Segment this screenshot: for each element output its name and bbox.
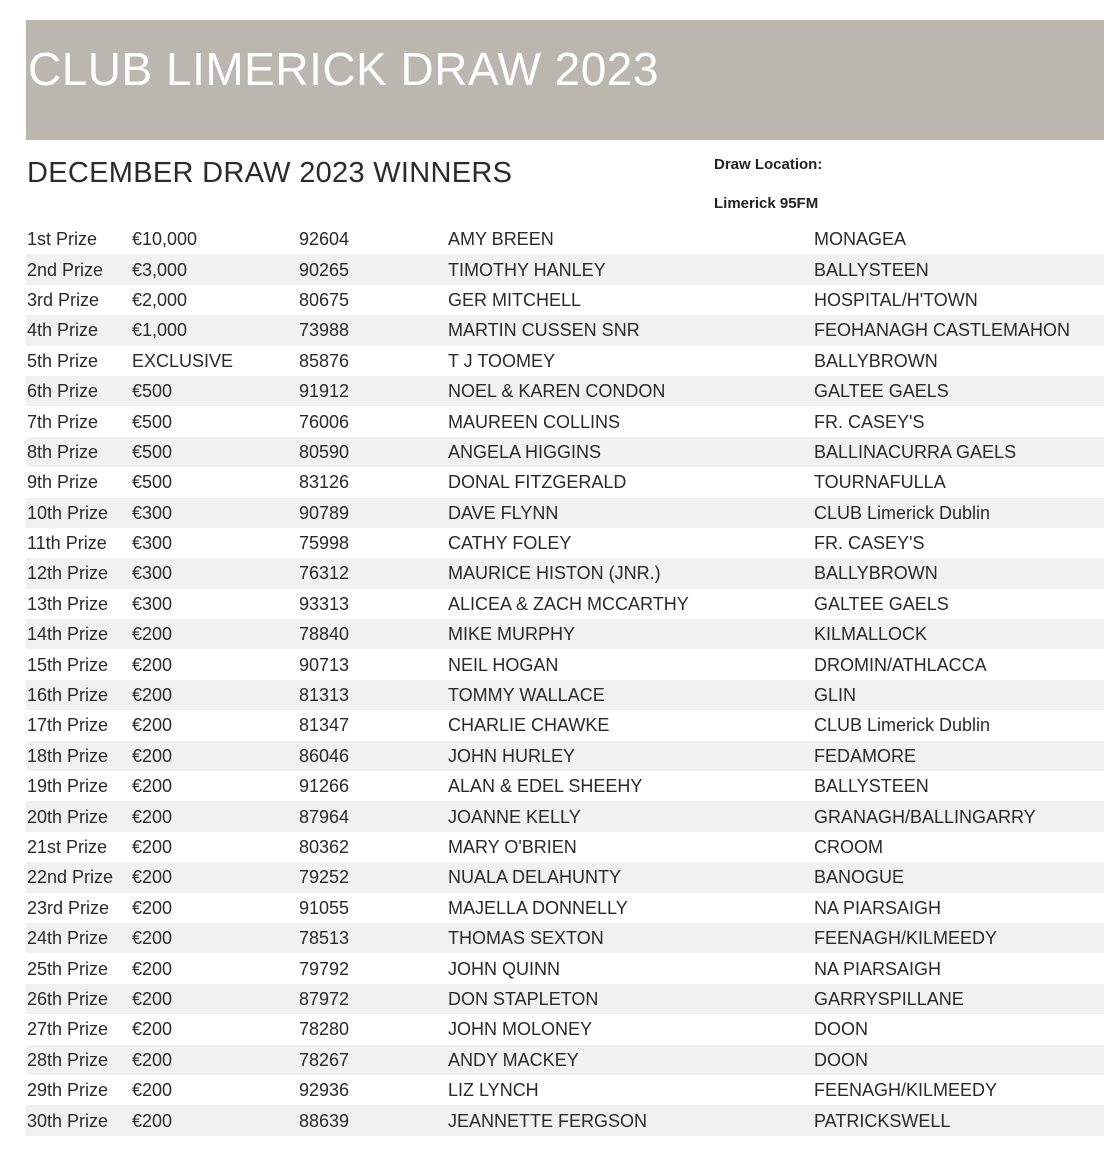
amount-cell: €200 <box>131 984 298 1014</box>
winner-name-cell: THOMAS SEXTON <box>447 923 813 953</box>
table-row <box>26 1075 1104 1105</box>
amount-cell: €200 <box>131 680 298 710</box>
prize-cell: 18th Prize <box>26 741 131 771</box>
draw-location-value: Limerick 95FM <box>714 195 819 212</box>
prize-cell: 21st Prize <box>27 837 108 857</box>
ticket-number-cell: 87964 <box>298 801 447 831</box>
amount-cell: €200 <box>131 1105 298 1135</box>
club-cell: BALLINACURRA GAELS <box>813 437 1104 467</box>
club-cell: FEENAGH/KILMEEDY <box>813 923 1104 953</box>
table-row <box>26 771 1104 801</box>
table-row <box>26 528 1104 558</box>
prize-cell: 23rd Prize <box>27 897 110 918</box>
prize-cell: 25th Prize <box>27 958 109 979</box>
winner-name-cell: NUALA DELAHUNTY <box>447 862 813 892</box>
winner-name-cell: T J TOOMEY <box>448 350 556 371</box>
prize-cell: 2nd Prize <box>26 254 131 284</box>
winner-name-cell: MAJELLA DONNELLY <box>448 897 628 918</box>
club-cell: CLUB Limerick Dublin <box>814 715 991 736</box>
prize-cell: 17th Prize <box>27 715 109 736</box>
amount-cell: €3,000 <box>131 254 298 284</box>
ticket-number-cell: 78840 <box>298 619 447 649</box>
prize-cell: 15th Prize <box>27 654 109 675</box>
ticket-number-cell: 78513 <box>298 923 447 953</box>
amount-cell: €10,000 <box>132 229 198 250</box>
winner-name-cell: CHARLIE CHAWKE <box>448 715 610 736</box>
prize-cell: 29th Prize <box>27 1080 109 1101</box>
ticket-number-cell: 91912 <box>298 376 447 406</box>
club-cell: DROMIN/ATHLACCA <box>814 654 987 675</box>
prize-cell: 13th Prize <box>27 593 109 614</box>
winner-name-cell: CATHY FOLEY <box>448 533 572 554</box>
prize-cell: 27th Prize <box>27 1019 109 1040</box>
amount-cell: EXCLUSIVE <box>132 350 234 371</box>
club-cell: BALLYBROWN <box>813 558 1104 588</box>
club-cell: KILMALLOCK <box>813 619 1104 649</box>
amount-cell: €200 <box>131 741 298 771</box>
amount-cell: €500 <box>132 472 173 493</box>
winner-name-cell: DAVE FLYNN <box>447 498 813 528</box>
table-row <box>26 498 1104 528</box>
club-cell: HOSPITAL/H'TOWN <box>814 289 978 310</box>
club-cell: NA PIARSAIGH <box>814 897 942 918</box>
amount-cell: €500 <box>131 437 298 467</box>
draw-location-label: Draw Location: <box>714 156 823 173</box>
ticket-number-cell: 73988 <box>298 315 447 345</box>
table-row <box>26 1014 1104 1044</box>
table-row <box>26 984 1104 1014</box>
table-row <box>26 1045 1104 1075</box>
table-row <box>26 589 1104 619</box>
prize-cell: 14th Prize <box>26 619 131 649</box>
winner-name-cell: LIZ LYNCH <box>448 1080 539 1101</box>
prize-cell: 12th Prize <box>26 558 131 588</box>
table-row <box>26 224 1104 254</box>
prize-cell: 26th Prize <box>26 984 131 1014</box>
club-cell: GLIN <box>813 680 1104 710</box>
club-cell: NA PIARSAIGH <box>814 958 942 979</box>
ticket-number-cell: 80590 <box>298 437 447 467</box>
table-row <box>26 315 1104 345</box>
winner-name-cell: NOEL & KAREN CONDON <box>447 376 813 406</box>
winner-name-cell: JOANNE KELLY <box>447 801 813 831</box>
table-row <box>26 376 1104 406</box>
club-cell: GRANAGH/BALLINGARRY <box>813 801 1104 831</box>
amount-cell: €300 <box>131 558 298 588</box>
ticket-number-cell: 90713 <box>299 654 350 675</box>
amount-cell: €200 <box>132 654 173 675</box>
winner-name-cell: DON STAPLETON <box>447 984 813 1014</box>
club-cell: CLUB Limerick Dublin <box>813 498 1104 528</box>
prize-cell: 4th Prize <box>26 315 131 345</box>
amount-cell: €200 <box>131 801 298 831</box>
amount-cell: €200 <box>131 1045 298 1075</box>
club-cell: TOURNAFULLA <box>814 472 946 493</box>
amount-cell: €2,000 <box>132 289 188 310</box>
amount-cell: €200 <box>131 619 298 649</box>
table-row <box>26 680 1104 710</box>
prize-cell: 30th Prize <box>26 1105 131 1135</box>
prize-cell: 5th Prize <box>27 350 99 371</box>
table-row <box>26 1105 1104 1135</box>
amount-cell: €200 <box>132 837 173 857</box>
club-cell: FEOHANAGH CASTLEMAHON <box>813 315 1104 345</box>
club-cell: FEDAMORE <box>813 741 1104 771</box>
ticket-number-cell: 87972 <box>298 984 447 1014</box>
table-row <box>26 923 1104 953</box>
ticket-number-cell: 81347 <box>299 715 350 736</box>
winner-name-cell: MAUREEN COLLINS <box>448 411 621 432</box>
prize-cell: 1st Prize <box>27 229 98 250</box>
ticket-number-cell: 78267 <box>298 1045 447 1075</box>
winner-name-cell: JOHN MOLONEY <box>448 1019 593 1040</box>
table-row <box>26 346 1104 376</box>
club-cell: BALLYSTEEN <box>813 254 1104 284</box>
table-row <box>26 558 1104 588</box>
winner-name-cell: JOHN HURLEY <box>447 741 813 771</box>
club-cell: DOON <box>813 1045 1104 1075</box>
winner-name-cell: ALAN & EDEL SHEEHY <box>448 776 643 797</box>
ticket-number-cell: 92604 <box>299 229 350 250</box>
ticket-number-cell: 80362 <box>299 837 350 857</box>
amount-cell: €500 <box>131 376 298 406</box>
amount-cell: €200 <box>132 1080 173 1101</box>
table-row <box>26 467 1104 497</box>
winner-name-cell: GER MITCHELL <box>448 289 582 310</box>
winner-name-cell: NEIL HOGAN <box>448 654 559 675</box>
club-cell: GARRYSPILLANE <box>813 984 1104 1014</box>
amount-cell: €200 <box>132 897 173 918</box>
club-cell: MONAGEA <box>814 229 907 250</box>
winner-name-cell: ANGELA HIGGINS <box>447 437 813 467</box>
ticket-number-cell: 88639 <box>298 1105 447 1135</box>
club-cell: GALTEE GAELS <box>814 593 949 614</box>
ticket-number-cell: 80675 <box>299 289 350 310</box>
ticket-number-cell: 76312 <box>298 558 447 588</box>
club-cell: BALLYBROWN <box>814 350 938 371</box>
ticket-number-cell: 92936 <box>299 1080 350 1101</box>
club-cell: GALTEE GAELS <box>813 376 1104 406</box>
winner-name-cell: JEANNETTE FERGSON <box>447 1105 813 1135</box>
club-cell: CROOM <box>814 837 883 857</box>
winner-name-cell: ANDY MACKEY <box>447 1045 813 1075</box>
winner-name-cell: TOMMY WALLACE <box>447 680 813 710</box>
ticket-number-cell: 90789 <box>298 498 447 528</box>
winner-name-cell: MIKE MURPHY <box>447 619 813 649</box>
winner-name-cell: MARTIN CUSSEN SNR <box>447 315 813 345</box>
prize-cell: 24th Prize <box>26 923 131 953</box>
amount-cell: €200 <box>132 715 173 736</box>
winner-name-cell: DONAL FITZGERALD <box>448 472 627 493</box>
table-row <box>26 406 1104 436</box>
winner-name-cell: AMY BREEN <box>448 229 554 250</box>
prize-cell: 28th Prize <box>26 1045 131 1075</box>
ticket-number-cell: 86046 <box>298 741 447 771</box>
prize-cell: 19th Prize <box>27 776 109 797</box>
page-title: CLUB LIMERICK DRAW 2023 <box>28 43 659 95</box>
table-row <box>26 741 1104 771</box>
prize-cell: 8th Prize <box>26 437 131 467</box>
section-title: DECEMBER DRAW 2023 WINNERS <box>27 157 513 189</box>
club-cell: DOON <box>814 1019 868 1040</box>
table-row <box>26 649 1104 679</box>
amount-cell: €200 <box>132 958 173 979</box>
amount-cell: €300 <box>132 533 173 554</box>
ticket-number-cell: 93313 <box>299 593 350 614</box>
amount-cell: €300 <box>131 498 298 528</box>
ticket-number-cell: 91055 <box>299 897 350 918</box>
winner-name-cell: MAURICE HISTON (JNR.) <box>447 558 813 588</box>
winners-table <box>26 224 1104 1136</box>
club-cell: FEENAGH/KILMEEDY <box>814 1080 998 1101</box>
ticket-number-cell: 78280 <box>299 1019 350 1040</box>
table-row <box>26 710 1104 740</box>
table-row <box>26 619 1104 649</box>
table-row <box>26 862 1104 892</box>
prize-cell: 11th Prize <box>27 533 107 554</box>
prize-cell: 7th Prize <box>27 411 99 432</box>
club-cell: PATRICKSWELL <box>813 1105 1104 1135</box>
table-row <box>26 801 1104 831</box>
club-cell: BANOGUE <box>813 862 1104 892</box>
winner-name-cell: TIMOTHY HANLEY <box>447 254 813 284</box>
prize-cell: 6th Prize <box>26 376 131 406</box>
prize-cell: 22nd Prize <box>26 862 131 892</box>
winner-name-cell: ALICEA & ZACH MCCARTHY <box>448 593 689 614</box>
ticket-number-cell: 81313 <box>298 680 447 710</box>
ticket-number-cell: 91266 <box>299 776 350 797</box>
table-row <box>26 832 1104 862</box>
winner-name-cell: JOHN QUINN <box>448 958 560 979</box>
ticket-number-cell: 76006 <box>299 411 350 432</box>
amount-cell: €300 <box>132 593 173 614</box>
winner-name-cell: MARY O'BRIEN <box>448 837 577 857</box>
club-cell: FR. CASEY'S <box>814 533 925 554</box>
amount-cell: €500 <box>132 411 173 432</box>
ticket-number-cell: 83126 <box>299 472 350 493</box>
title-banner <box>26 20 1104 140</box>
prize-cell: 10th Prize <box>26 498 131 528</box>
table-row <box>26 285 1104 315</box>
prize-cell: 20th Prize <box>26 801 131 831</box>
table-row <box>26 893 1104 923</box>
amount-cell: €200 <box>132 1019 173 1040</box>
amount-cell: €1,000 <box>131 315 298 345</box>
amount-cell: €200 <box>131 862 298 892</box>
prize-cell: 9th Prize <box>27 472 99 493</box>
amount-cell: €200 <box>132 776 173 797</box>
prize-cell: 16th Prize <box>26 680 131 710</box>
amount-cell: €200 <box>131 923 298 953</box>
ticket-number-cell: 79252 <box>298 862 447 892</box>
ticket-number-cell: 75998 <box>299 533 350 554</box>
table-row <box>26 437 1104 467</box>
winners-table-body <box>26 224 1104 1136</box>
ticket-number-cell: 90265 <box>298 254 447 284</box>
club-cell: BALLYSTEEN <box>814 776 929 797</box>
prize-cell: 3rd Prize <box>27 289 100 310</box>
table-row <box>26 254 1104 284</box>
club-cell: FR. CASEY'S <box>814 411 925 432</box>
table-row <box>26 953 1104 983</box>
ticket-number-cell: 85876 <box>299 350 350 371</box>
ticket-number-cell: 79792 <box>299 958 350 979</box>
